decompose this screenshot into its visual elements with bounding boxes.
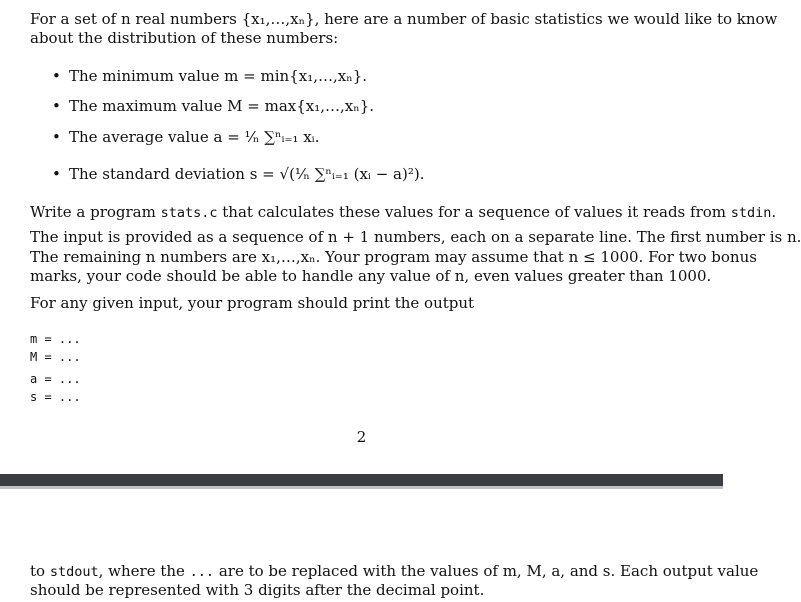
- intro-line-1: For a set of n real numbers {x₁,…,xₙ}, here are a number of basic statistics we would like to know: [30, 10, 778, 28]
- paragraph-program-post: .: [771, 203, 777, 221]
- bullet-dot: •: [52, 97, 61, 115]
- paragraph-input-line-1: The input is provided as a sequence of n + 1 numbers, each on a separate line. The first number is n.: [30, 228, 801, 246]
- bullet-standard-deviation: The standard deviation s = √(¹⁄ₙ ∑ⁿᵢ₌₁ (xᵢ − a)²).: [69, 165, 425, 183]
- page2-line-1-mid: , where the: [98, 562, 190, 580]
- paragraph-program: [30, 203, 776, 223]
- code-line-m: m = ...: [30, 332, 81, 346]
- placeholder-dots: ...: [189, 564, 215, 580]
- document-page-2: [0, 489, 759, 602]
- paragraph-output: For any given input, your program should print the output: [30, 294, 475, 312]
- bullet-average: The average value a = ¹⁄ₙ ∑ⁿᵢ₌₁ xᵢ.: [69, 128, 320, 146]
- paragraph-input-line-2: The remaining n numbers are x₁,…,xₙ. Your program may assume that n ≤ 1000. For two bonus: [30, 248, 757, 266]
- page-separator: [0, 474, 723, 486]
- page2-line-1-post: are to be replaced with the values of m, M, a, and s. Each output value: [214, 562, 759, 580]
- code-line-M: M = ...: [30, 350, 81, 364]
- code-line-s: s = ...: [30, 390, 81, 404]
- paragraph-input-line-3: marks, your code should be able to handle any value of n, even values greater than 1000.: [30, 267, 712, 285]
- page2-line-1: [30, 562, 758, 582]
- code-line-a: a = ...: [30, 372, 81, 386]
- page2-line-2: should be represented with 3 digits after the decimal point.: [30, 581, 485, 599]
- page2-line-1-pre: to: [30, 562, 50, 580]
- stream-stdin: stdin: [730, 205, 772, 221]
- paragraph-program-mid: that calculates these values for a sequence of values it reads from: [217, 203, 731, 221]
- bullet-dot: •: [52, 165, 61, 183]
- page-number: 2: [356, 428, 367, 446]
- bullet-dot: •: [52, 67, 61, 85]
- bullet-maximum: The maximum value M = max{x₁,…,xₙ}.: [69, 97, 375, 115]
- filename-stats-c: stats.c: [160, 205, 218, 221]
- bullet-dot: •: [52, 128, 61, 146]
- intro-line-2: about the distribution of these numbers:: [30, 29, 339, 47]
- stream-stdout: stdout: [49, 564, 99, 580]
- paragraph-program-pre: Write a program: [30, 203, 161, 221]
- bullet-minimum: The minimum value m = min{x₁,…,xₙ}.: [69, 67, 368, 85]
